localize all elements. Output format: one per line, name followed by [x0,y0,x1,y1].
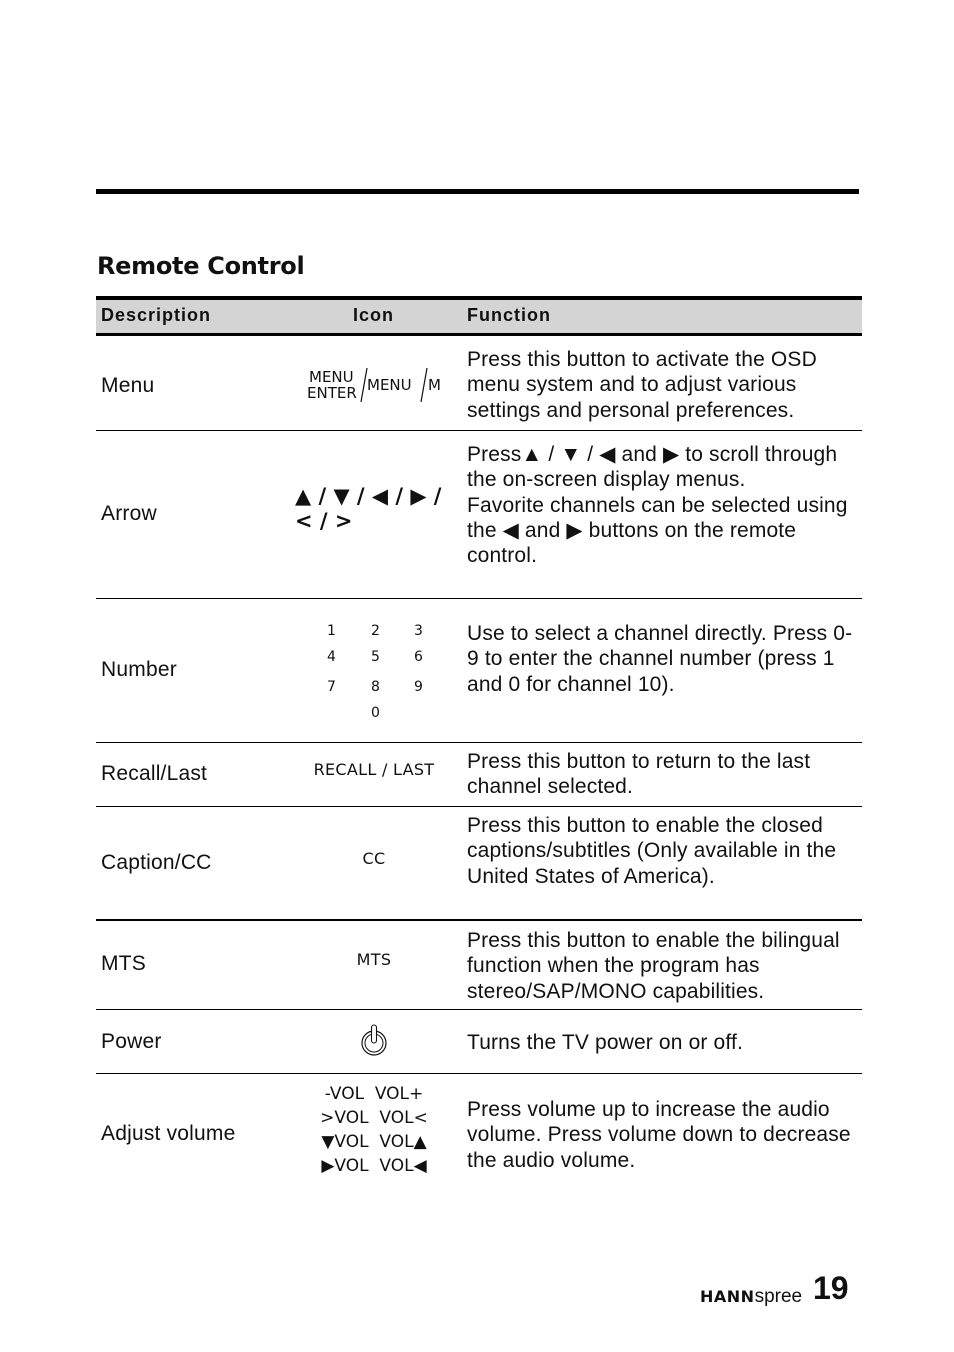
mts-icon: MTS [356,950,392,969]
row-description: Power [101,1030,162,1053]
row-function: Press▲ / ▼ / ◀ and ▶ to scroll through the on-screen display menus. Favorite channels can be selected using the ◀ and ▶ buttons on the remote control. [467,443,848,568]
top-rule [96,189,859,194]
table-row [96,921,862,1010]
power-icon [292,1023,456,1063]
row-description: MTS [101,952,146,975]
table-row: Number 1 2 3 4 5 6 7 8 9 0 Use to select a channel directly. Press 0-9 to enter the channel number (press 1 and 0 for channel 10). [96,599,862,743]
brand-logo: HANNspree [700,1286,803,1307]
row-function: Turns the TV power on or off. [467,1031,743,1054]
table-row [96,1010,862,1074]
row-description: Menu [101,374,155,397]
row-function: Press this button to return to the last channel selected. [467,750,811,799]
cc-icon: CC [362,849,386,868]
table-header [96,296,862,336]
row-function: Press this button to activate the OSD menu system and to adjust various settings and personal preferences. [467,348,817,422]
volume-icons: -VOL VOL+ >VOL VOL< ▼VOL VOL▲ ▶VOL VOL◀ [320,1084,428,1176]
row-function: Press this button to enable the bilingual function when the program has stereo/SAP/MONO capabilities. [467,929,840,1003]
remote-control-table [96,296,862,1194]
table-row [96,431,862,599]
section-title: Remote Control [97,252,305,280]
row-function: Press volume up to increase the audio volume. Press volume down to decrease the audio volume. [467,1098,851,1172]
table-row [96,807,862,921]
table-row [96,336,862,431]
row-description: Adjust volume [101,1122,236,1145]
table-row [96,1074,862,1194]
header-description: Description [101,305,212,325]
row-description: Number [101,658,177,681]
row-function: Use to select a channel directly. Press 0-9 to enter the channel number (press 1 and 0 for channel 10). [467,622,853,696]
header-function: Function [467,305,551,325]
row-function: Press this button to enable the closed captions/subtitles (Only available in the United States of America). [467,814,837,888]
row-description: Recall/Last [101,762,208,785]
row-description: Caption/CC [101,851,212,874]
page-number: 19 [813,1270,849,1306]
arrow-icons: ▲ / ▼ / ◀ / ▶ / < / > [295,484,442,533]
menu-icon: MENU ENTER MENU M [307,368,441,402]
row-description: Arrow [101,502,157,525]
table-row [96,743,862,807]
header-icon: Icon [353,305,395,325]
recall-last-icon: RECALL / LAST [313,760,435,779]
